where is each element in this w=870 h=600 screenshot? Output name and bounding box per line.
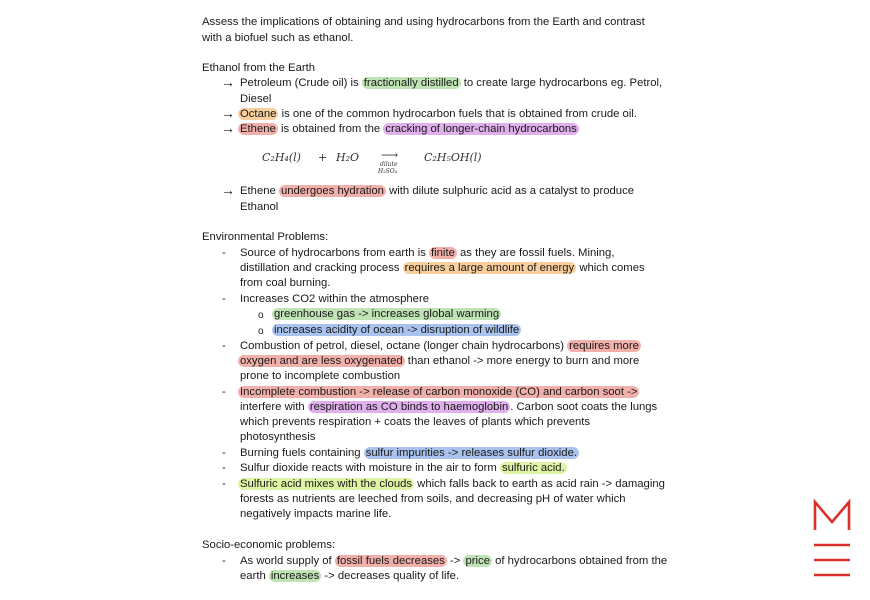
- highlight-red: undergoes hydration: [280, 185, 384, 197]
- text: which comes: [576, 262, 645, 274]
- highlight-red: finite: [431, 247, 455, 259]
- env-point-7-line-3: negatively impacts marine life.: [240, 508, 392, 520]
- text: with dilute sulphuric acid as a catalyst to produce: [385, 185, 635, 197]
- text: Sulfur dioxide reacts with moisture in the air to form: [240, 462, 500, 474]
- socio-point-1: [240, 554, 667, 569]
- highlight-red: requires more: [569, 340, 639, 352]
- equation-reactant-water: H₂O: [336, 151, 360, 164]
- ethanol-bullet-2: [238, 107, 637, 122]
- dash-bullet: -: [222, 478, 226, 490]
- equation-catalyst-2: H₂SO₄: [378, 168, 398, 175]
- env-point-1-line-2: [240, 261, 645, 276]
- text: as they are fossil fuels. Mining,: [456, 247, 615, 259]
- env-point-4-line-4: photosynthesis: [240, 431, 316, 443]
- ethanol-bullet-3: [238, 122, 579, 137]
- env-point-2-sub-1: [272, 307, 501, 322]
- text: than ethanol -> more energy to burn and more: [404, 355, 640, 367]
- text: Source of hydrocarbons from earth is: [240, 247, 429, 259]
- ethanol-heading: Ethanol from the Earth: [202, 62, 316, 74]
- arrow-icon: →: [221, 74, 235, 90]
- equation-product-ethanol: C₂H₅OH(l): [424, 151, 482, 164]
- text: to create large hydrocarbons eg. Petrol,: [460, 77, 663, 89]
- text: Petroleum (Crude oil) is: [240, 77, 362, 89]
- dash-bullet: -: [222, 462, 226, 474]
- highlight-purple: cracking of longer-chain hydrocarbons: [385, 123, 577, 135]
- env-point-1-line-3: from coal burning.: [240, 277, 331, 289]
- text: . Carbon soot coats the lungs: [510, 401, 658, 413]
- text: As world supply of: [240, 555, 335, 567]
- text: Ethene: [240, 185, 279, 197]
- socio-point-1-line-2: [240, 569, 459, 584]
- equation-reactant-ethene: C₂H₄(l): [262, 151, 301, 164]
- env-point-2: Increases CO2 within the atmosphere: [240, 293, 430, 305]
- text: is one of the common hydrocarbon fuels that is obtained from crude oil.: [278, 108, 637, 120]
- text: distillation and cracking process: [240, 262, 403, 274]
- text: Burning fuels containing: [240, 447, 364, 459]
- env-point-4-line-2: [240, 400, 657, 415]
- equation-arrow: ⟶: [381, 148, 399, 162]
- arrow-icon: →: [221, 105, 235, 121]
- dash-bullet: -: [222, 340, 226, 352]
- text: which falls back to earth as acid rain -> damaging: [414, 478, 665, 490]
- highlight-blue: sulfur impurities -> releases sulfur dioxide.: [365, 447, 578, 459]
- circle-bullet: o: [258, 310, 264, 321]
- dash-bullet: -: [222, 247, 226, 259]
- env-point-3-line-2: [238, 354, 639, 369]
- highlight-yellow: Sulfuric acid mixes with the clouds: [240, 478, 413, 490]
- environmental-heading: Environmental Problems:: [202, 231, 329, 243]
- text: of hydrocarbons obtained from the: [491, 555, 668, 567]
- env-point-5: [240, 446, 579, 461]
- highlight-red: Incomplete combustion -> release of carbon monoxide (CO) and carbon soot ->: [240, 386, 638, 398]
- highlight-purple: respiration as CO binds to haemoglobin: [309, 401, 509, 413]
- text: -> decreases quality of life.: [321, 570, 460, 582]
- ethanol-bullet-1: [240, 76, 662, 91]
- highlight-red: fossil fuels decreases: [336, 555, 445, 567]
- ethanol-bullet-1-line-2: Diesel: [240, 93, 272, 105]
- circle-bullet: o: [258, 326, 264, 337]
- env-point-4-line-3: which prevents respiration + coats the leaves of plants which prevents: [240, 416, 591, 428]
- arrow-icon: →: [221, 182, 235, 198]
- highlight-blue: increases acidity of ocean -> disruption of wildlife: [274, 324, 520, 336]
- equation-catalyst-1: dilute: [380, 161, 398, 168]
- env-point-7-line-2: forests as nutrients are leeched from soils, and decreasing pH of water which: [240, 493, 626, 505]
- question-line-2: with a biofuel such as ethanol.: [202, 32, 354, 44]
- ethanol-bullet-4-line-2: Ethanol: [240, 201, 279, 213]
- highlight-green: increases: [270, 570, 320, 582]
- highlight-yellow: sulfuric acid.: [501, 462, 565, 474]
- socio-heading: Socio-economic problems:: [202, 539, 336, 551]
- highlight-orange: Octane: [240, 108, 277, 120]
- highlight-green: greenhouse gas -> increases global warming: [274, 308, 500, 320]
- text: interfere with: [240, 401, 308, 413]
- env-point-3-line-3: prone to incomplete combustion: [240, 370, 401, 382]
- question-line-1: Assess the implications of obtaining and using hydrocarbons from the Earth and contrast: [202, 16, 645, 28]
- highlight-orange: requires a large amount of energy: [404, 262, 575, 274]
- arrow-icon: →: [221, 120, 235, 136]
- dash-bullet: -: [222, 555, 226, 567]
- env-point-3: [240, 339, 641, 354]
- equation-plus: +: [318, 151, 328, 164]
- highlight-red: Ethene: [240, 123, 276, 135]
- text: Combustion of petrol, diesel, octane (longer chain hydrocarbons): [240, 340, 568, 352]
- text: is obtained from the: [277, 123, 384, 135]
- env-point-1: [240, 246, 614, 261]
- text: ->: [446, 555, 464, 567]
- text: earth: [240, 570, 269, 582]
- env-point-2-sub-2: [272, 323, 521, 338]
- env-point-6: [240, 461, 567, 476]
- dash-bullet: -: [222, 447, 226, 459]
- env-point-7: [238, 477, 665, 492]
- brand-logo-icon: [812, 498, 852, 582]
- highlight-green: fractionally distilled: [363, 77, 459, 89]
- highlight-green: price: [465, 555, 490, 567]
- highlight-red: oxygen and are less oxygenated: [240, 355, 403, 367]
- dash-bullet: -: [222, 293, 226, 305]
- env-point-4: [238, 385, 639, 400]
- ethanol-bullet-4: [240, 184, 634, 199]
- dash-bullet: -: [222, 386, 226, 398]
